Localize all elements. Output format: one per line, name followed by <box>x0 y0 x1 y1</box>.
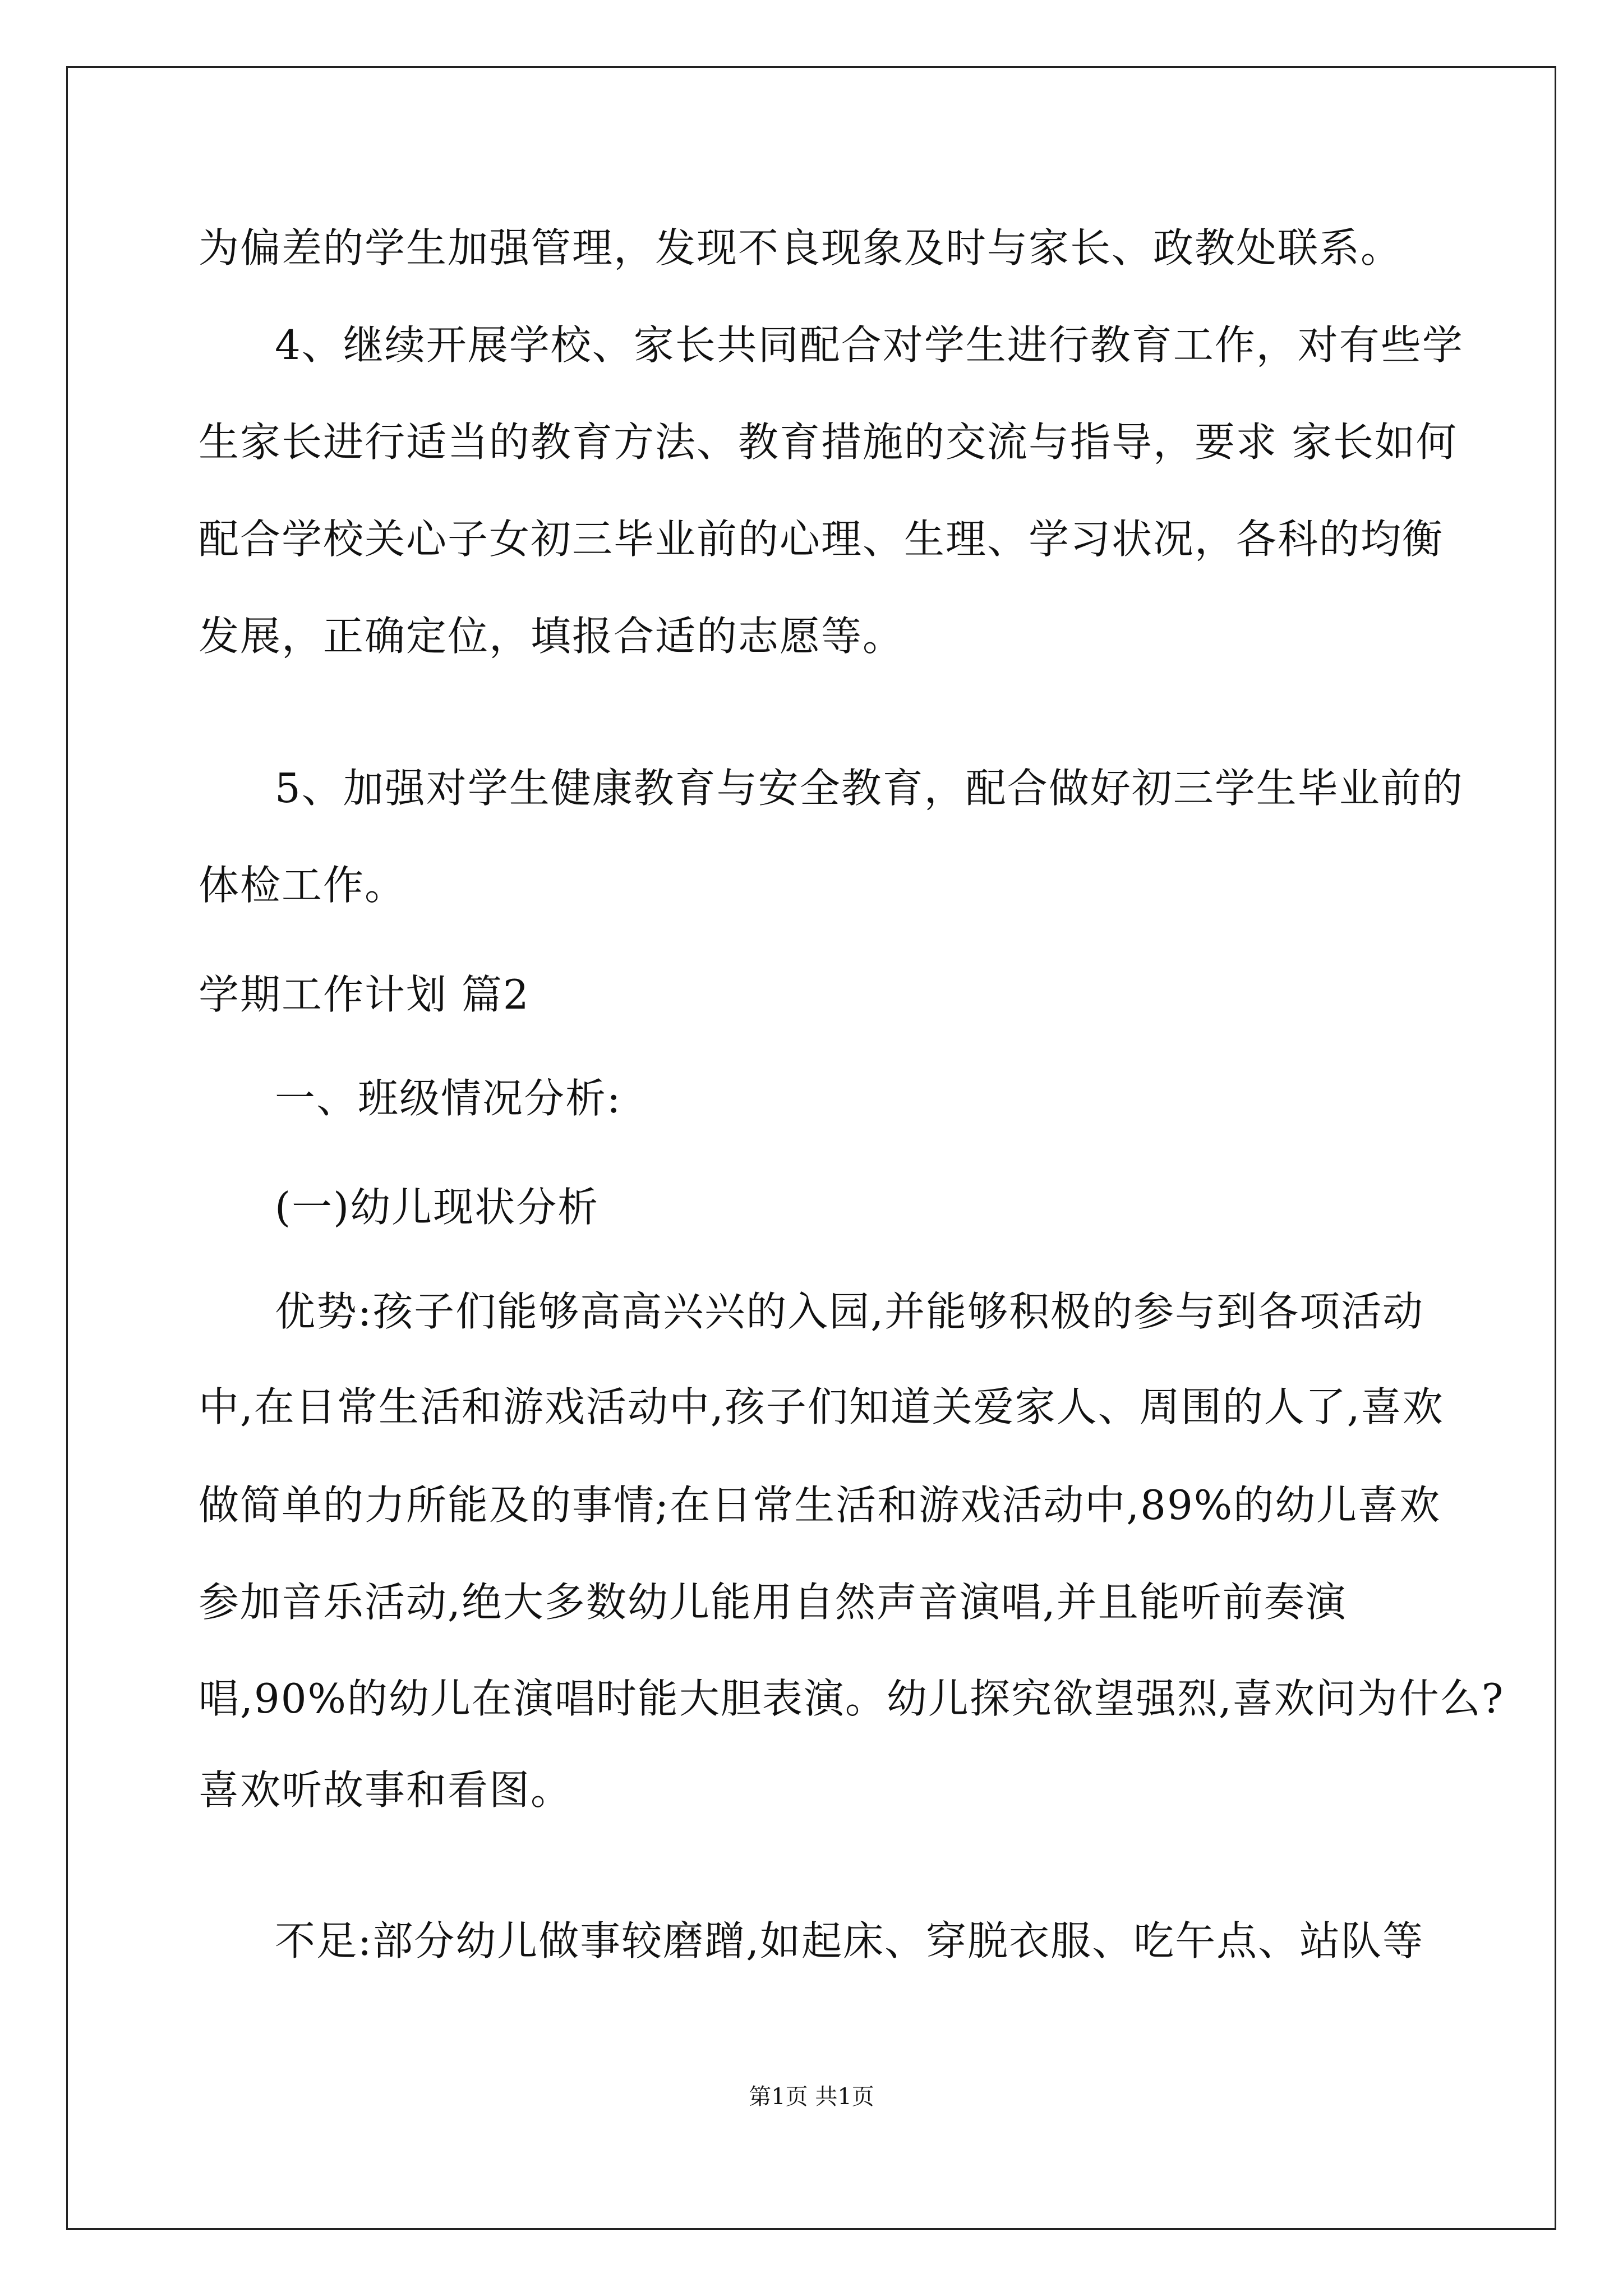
text-line: 喜欢听故事和看图。 <box>199 1766 573 1814</box>
text-line: 唱,90%的幼儿在演唱时能大胆表演。幼儿探究欲望强烈,喜欢问为什么? <box>199 1675 1505 1722</box>
page-footer: 第1页 共1页 <box>749 2084 874 2110</box>
text-line: 5、加强对学生健康教育与安全教育，配合做好初三学生毕业前的 <box>275 765 1464 812</box>
text-line: 生家长进行适当的教育方法、教育措施的交流与指导，要求 家长如何 <box>199 418 1458 466</box>
section-heading: 学期工作计划 篇2 <box>199 971 530 1018</box>
text-line: 不足:部分幼儿做事较磨蹭,如起床、穿脱衣服、吃午点、站队等 <box>275 1917 1424 1964</box>
text-line: 配合学校关心子女初三毕业前的心理、生理、学习状况，各科的均衡 <box>199 516 1444 563</box>
page-border <box>66 66 1556 2230</box>
text-line: 优势:孩子们能够高高兴兴的入园,并能够积极的参与到各项活动 <box>275 1288 1424 1335</box>
text-line: (一)幼儿现状分析 <box>275 1184 600 1231</box>
text-line: 中,在日常生活和游戏活动中,孩子们知道关爱家人、周围的人了,喜欢 <box>199 1383 1444 1430</box>
text-line: 参加音乐活动,绝大多数幼儿能用自然声音演唱,并且能听前奏演 <box>199 1579 1347 1626</box>
text-line: 4、继续开展学校、家长共同配合对学生进行教育工作，对有些学 <box>275 321 1464 369</box>
text-line: 为偏差的学生加强管理，发现不良现象及时与家长、政教处联系。 <box>199 224 1403 272</box>
text-line: 一、班级情况分析: <box>275 1075 622 1122</box>
text-line: 体检工作。 <box>199 862 407 909</box>
text-line: 发展，正确定位，填报合适的志愿等。 <box>199 613 905 660</box>
text-line: 做简单的力所能及的事情;在日常生活和游戏活动中,89%的幼儿喜欢 <box>199 1481 1441 1529</box>
